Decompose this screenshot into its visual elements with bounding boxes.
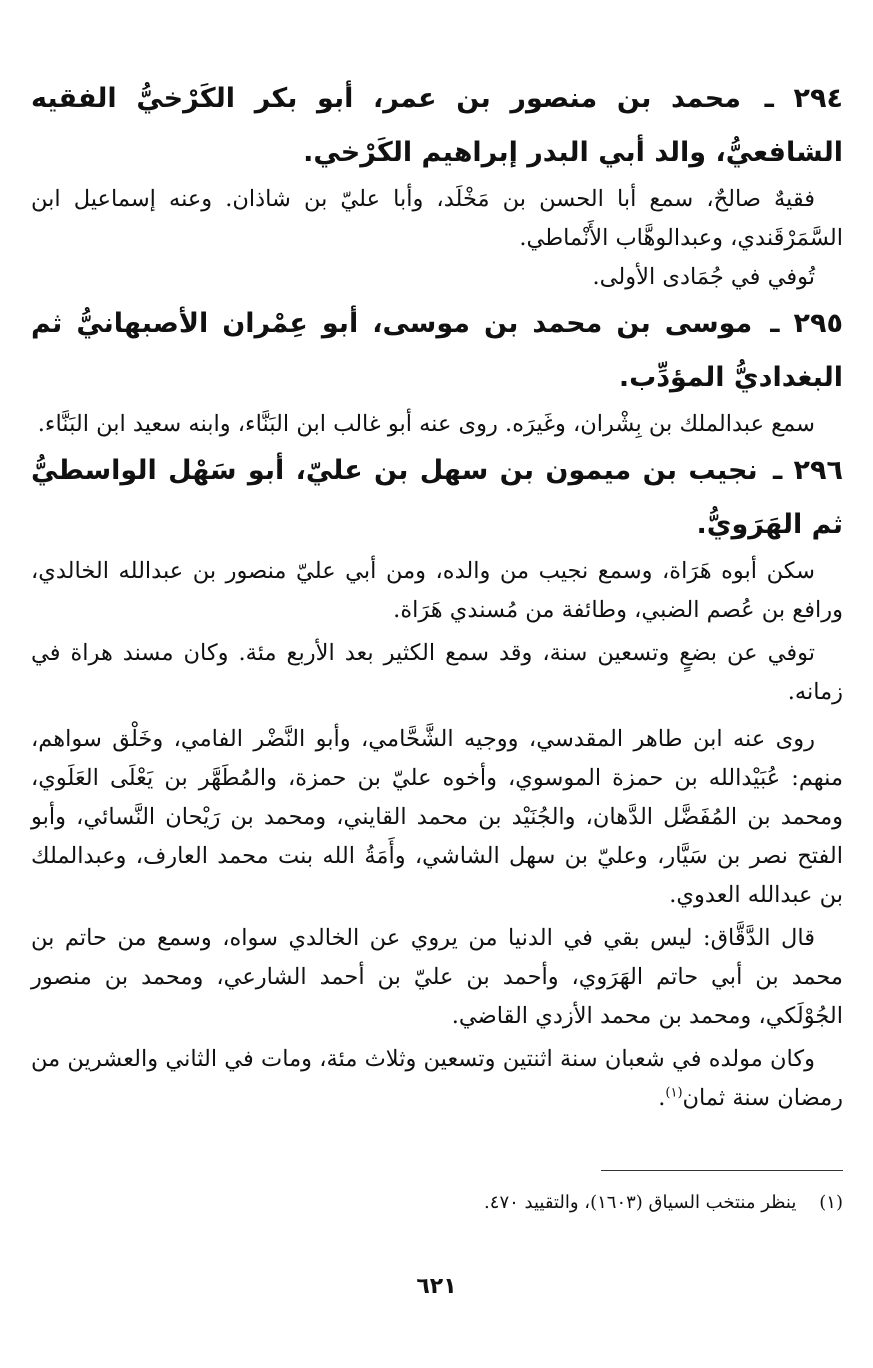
entry-294 xyxy=(31,72,843,297)
closing-end: . xyxy=(658,1085,666,1111)
entry-number: ٢٩٥ ـ xyxy=(770,308,843,339)
footnote-reference[interactable]: (١) xyxy=(665,1085,683,1101)
footnote-text: ينظر منتخب السياق (١٦٠٣)، والتقييد ٤٧٠. xyxy=(484,1192,797,1213)
closing-text: وكان مولده في شعبان سنة اثنتين وتسعين وثلاث مئة، ومات في الثاني والعشرين من رمضان سنة ثمان xyxy=(31,1046,843,1111)
page-number: ٦٢١ xyxy=(416,1274,457,1299)
entry-heading xyxy=(31,72,843,180)
footnote xyxy=(31,1188,843,1218)
entry-paragraph: سكن أبوه هَرَاة، وسمع نجيب من والده، ومن أبي عليّ منصور بن عبدالله الخالدي، ورافع بن عُصم الضبي، وطائفة من مُسندي هَرَاة. xyxy=(31,558,843,623)
entry-closing-paragraph xyxy=(31,1040,843,1118)
entry-paragraph: توفي عن بضعٍ وتسعين سنة، وقد سمع الكثير بعد الأربع مئة. وكان مسند هراة في زمانه. xyxy=(31,640,843,705)
footnote-divider xyxy=(601,1170,843,1171)
entry-title: محمد بن منصور بن عمر، أبو بكر الكَرْخيُّ الفقيه الشافعيُّ، والد أبي البدر إبراهيم الكَرْخي. xyxy=(31,83,843,168)
entry-paragraph: روى عنه ابن طاهر المقدسي، ووجيه الشَّحَّامي، وأبو النَّضْر الفامي، وخَلْق سواهم، منهم: عُبَيْدالله بن حمزة الموسوي، وأخوه عليّ بن حمزة، والمُطَهَّر بن يَعْلَى العَلَوي، ومحمد بن المُفَضَّل الدَّهان، والجُنَيْد بن محمد القايني، ومحمد بن رَيْحان النَّسائي، وأبو الفتح نصر بن سَيَّار، وعليّ بن سهل الشاشي، وأَمَةُ الله بنت محمد العارف، وعبدالملك بن عبدالله العدوي. xyxy=(31,726,843,908)
entry-number: ٢٩٤ ـ xyxy=(764,83,843,114)
footnote-marker: (١) xyxy=(819,1192,843,1213)
entry-296 xyxy=(31,444,843,1118)
entry-heading xyxy=(31,444,843,552)
entry-paragraph: تُوفي في جُمَادى الأولى. xyxy=(592,264,815,290)
entry-title: موسى بن محمد بن موسى، أبو عِمْران الأصبهانيُّ ثم البغداديُّ المؤدِّب. xyxy=(31,308,843,393)
entry-number: ٢٩٦ ـ xyxy=(772,455,843,486)
entry-295 xyxy=(31,297,843,444)
entry-paragraph: قال الدَّقَّاق: ليس بقي في الدنيا من يروي عن الخالدي سواه، وسمع من حاتم بن محمد بن أبي حاتم الهَرَوي، وأحمد بن عليّ بن أحمد الشارعي، ومحمد بن منصور الجُوْلَكي، ومحمد بن محمد الأزدي القاضي. xyxy=(31,925,843,1029)
entry-title: نجيب بن ميمون بن سهل بن عليّ، أبو سَهْل الواسطيُّ ثم الهَرَويُّ. xyxy=(31,455,843,540)
page-body xyxy=(31,72,843,1118)
entry-paragraph: سمع عبدالملك بن بِشْران، وغَيرَه. روى عنه أبو غالب ابن البَنَّاء، وابنه سعيد ابن البَنَّاء. xyxy=(37,411,815,437)
entry-paragraph: فقيهٌ صالحٌ، سمع أبا الحسن بن مَخْلَد، وأبا عليّ بن شاذان. وعنه إسماعيل ابن السَّمَرْقَندي، وعبدالوهَّاب الأَنْماطي. xyxy=(31,186,843,251)
entry-heading xyxy=(31,297,843,405)
